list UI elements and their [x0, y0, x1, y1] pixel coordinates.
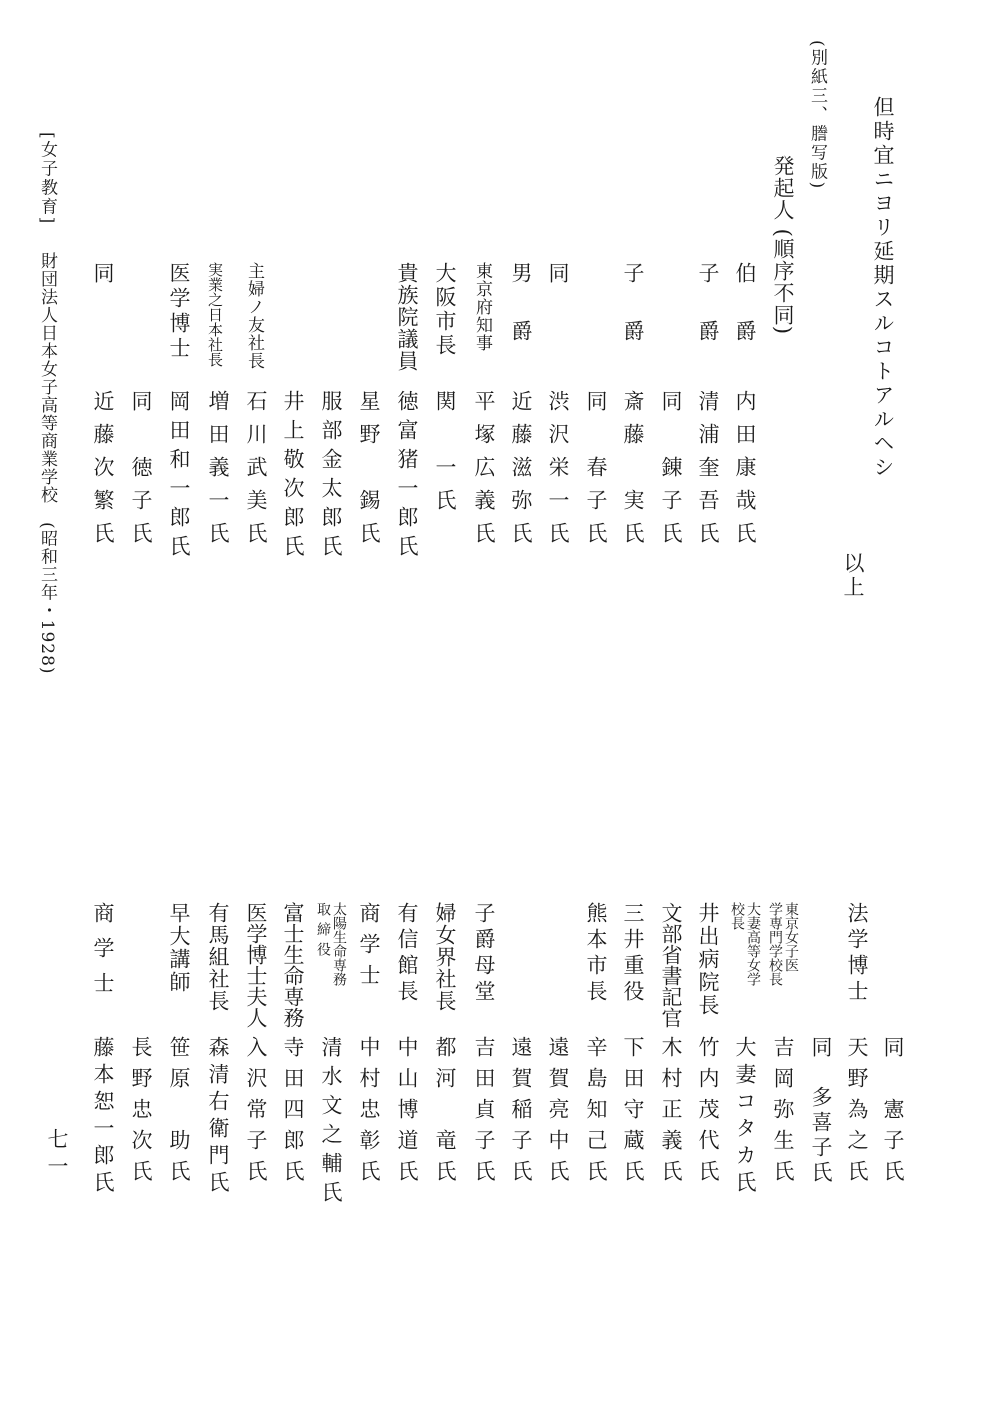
entry-name: 内田康哉氏	[733, 390, 757, 555]
entry-name: 遠賀亮中氏	[546, 1036, 570, 1191]
entry-role: 三井重役	[621, 902, 645, 1006]
entry-name: 吉田貞子氏	[472, 1036, 496, 1191]
entry-role: 大阪市長	[433, 262, 457, 358]
entry-name: 辛島知己氏	[584, 1036, 608, 1191]
entry-role: 同	[91, 262, 115, 291]
entry-role: 医学博士夫人	[244, 902, 268, 1028]
entry-name: 都河 竜氏	[433, 1036, 457, 1191]
entry-name: 同 錬子氏	[659, 390, 683, 555]
entry-name: 清水文之輔氏	[319, 1036, 343, 1210]
entry-name: 同 徳子氏	[129, 390, 153, 555]
entry-role: 子 爵	[696, 262, 720, 349]
entry-name: 徳富猪一郎氏	[395, 390, 419, 564]
attachment-label: (別紙三、謄写版)	[807, 40, 827, 191]
entry-role: 熊本市長	[584, 902, 608, 1006]
entry-role-line: 大妻高等女学	[745, 902, 761, 986]
entry-role: 子爵母堂	[472, 902, 496, 1006]
entry-name: 大妻コタカ氏	[733, 1036, 757, 1198]
entry-name: 斎藤 実氏	[621, 390, 645, 555]
entry-name: 井上敬次郎氏	[281, 390, 305, 564]
entry-role: 伯 爵	[733, 262, 757, 349]
entry-name: 入沢常子氏	[244, 1036, 268, 1191]
entry-role-line: 取締役	[315, 902, 331, 962]
entry-name: 関 一氏	[433, 390, 457, 522]
entry-role: 文部省書記官	[659, 902, 683, 1028]
entry-name: 同 多喜子氏	[809, 1036, 833, 1186]
entry-name: 中山博道氏	[395, 1036, 419, 1191]
source-line: 財団法人日本女子高等商業学校 (昭和三年・1928)	[37, 252, 57, 675]
entry-role: 男 爵	[509, 262, 533, 349]
entry-role: 主婦ノ友社長	[244, 262, 264, 370]
entry-name: 星野 錫氏	[357, 390, 381, 555]
entry-role: 同	[546, 262, 570, 291]
entry-name: 清浦奎吾氏	[696, 390, 720, 555]
entry-name: 竹内茂代氏	[696, 1036, 720, 1191]
entry-role-line: 東京女子医	[783, 902, 799, 972]
entry-name: 同 春子氏	[584, 390, 608, 555]
entry-role: 商学士	[91, 902, 115, 1007]
entry-name: 近藤次繁氏	[91, 390, 115, 555]
entry-name: 平塚広義氏	[472, 390, 496, 555]
entry-role	[768, 902, 798, 986]
entry-role: 井出病院長	[696, 902, 720, 1017]
entry-role-line: 校長	[729, 902, 745, 930]
entry-role: 子 爵	[621, 262, 645, 349]
end-mark: 以上	[841, 552, 865, 600]
entry-role: 東京府知事	[472, 262, 492, 352]
entry-name: 寺田四郎氏	[281, 1036, 305, 1191]
entry-name: 岡田和一郎氏	[167, 390, 191, 564]
entry-name: 吉岡弥生氏	[771, 1036, 795, 1191]
entry-name: 同 憲子氏	[881, 1036, 905, 1191]
entry-role: 早大講師	[167, 902, 191, 994]
closing-sentence: 但時宜ニヨリ延期スルコトアルヘシ	[871, 96, 895, 480]
entry-name: 服部金太郎氏	[319, 390, 343, 564]
entry-name: 石川武美氏	[244, 390, 268, 555]
entry-name: 下田守蔵氏	[621, 1036, 645, 1191]
entry-role	[316, 902, 346, 986]
entry-role-line: 太陽生命専務	[331, 902, 347, 986]
entry-name: 増田義一氏	[206, 390, 230, 555]
entry-role: 婦女界社長	[433, 902, 457, 1012]
entry-name: 渋沢栄一氏	[546, 390, 570, 555]
entry-name: 長野忠次氏	[129, 1036, 153, 1191]
entry-role-line: 学専門学校長	[767, 902, 783, 986]
entry-role: 商学士	[357, 902, 381, 995]
entry-name: 中村忠彰氏	[357, 1036, 381, 1191]
entry-role: 貴族院議員	[395, 262, 419, 372]
category-label: [女子教育]	[37, 132, 57, 226]
entry-name: 藤本恕一郎氏	[91, 1036, 115, 1198]
entry-role: 実業之日本社長	[206, 262, 224, 367]
entry-name: 天野為之氏	[845, 1036, 869, 1191]
entry-role	[730, 902, 760, 986]
entry-role: 法学博士	[845, 902, 869, 1006]
entry-name: 笹原 助氏	[167, 1036, 191, 1191]
page-number: 七一	[45, 1128, 69, 1182]
entry-role: 有馬組社長	[206, 902, 230, 1012]
entry-role: 有信館長	[395, 902, 419, 1006]
entry-name: 近藤滋弥氏	[509, 390, 533, 555]
entry-role: 富士生命専務	[281, 902, 305, 1028]
entry-name: 遠賀稲子氏	[509, 1036, 533, 1191]
entry-role: 医学博士	[167, 262, 191, 362]
promoters-heading: 発起人 (順序不同)	[771, 155, 795, 336]
entry-name: 森清右衛門氏	[206, 1036, 230, 1198]
entry-name: 木村正義氏	[659, 1036, 683, 1191]
